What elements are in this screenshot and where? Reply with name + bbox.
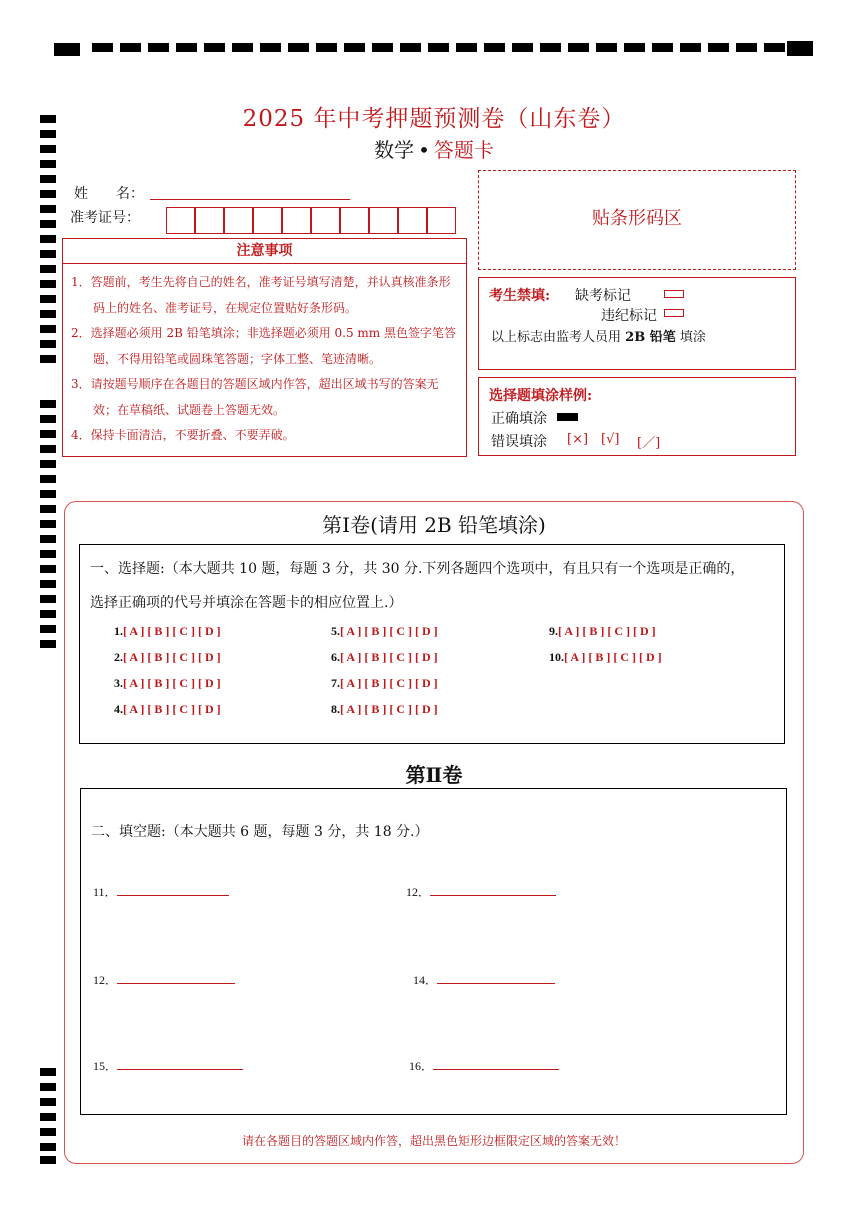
answer-options[interactable]: [ A ] [ B ] [ C ] [ D ]: [123, 624, 221, 638]
exam-id-digit-box[interactable]: [427, 207, 456, 234]
fill-sample-title: 选择题填涂样例:: [489, 388, 593, 404]
question-row[interactable]: [331, 650, 438, 665]
answer-options[interactable]: [ A ] [ B ] [ C ] [ D ]: [340, 676, 438, 690]
question-number: 1.: [114, 624, 123, 638]
absent-mark-box[interactable]: [664, 290, 684, 298]
barcode-area: 贴条形码区: [478, 170, 796, 270]
violation-mark-box[interactable]: [664, 309, 684, 317]
blank-row: [93, 971, 235, 988]
answer-options[interactable]: [ A ] [ B ] [ C ] [ D ]: [558, 624, 656, 638]
exam-id-label: 准考证号：: [70, 210, 140, 226]
violation-mark-label: 违纪标记: [601, 308, 657, 324]
fill-in-box: [80, 788, 787, 1115]
part2-heading: 第Ⅱ卷: [405, 763, 463, 787]
blank-row: [413, 971, 555, 988]
blank-number: 16．: [409, 1059, 434, 1073]
fill-in-instruction: 二、填空题:（本大题共 6 题，每题 3 分，共 18 分.）: [91, 824, 429, 840]
exam-id-digit-box[interactable]: [398, 207, 427, 234]
blank-row: [93, 1057, 243, 1074]
examiner-note-prefix: 以上标志由监考人员用: [491, 330, 622, 345]
exam-id-digit-box[interactable]: [311, 207, 340, 234]
fill-sample-box: [478, 377, 796, 456]
blank-number: 15．: [93, 1059, 118, 1073]
question-number: 3.: [114, 676, 123, 690]
wrong-fill-label: 错误填涂: [491, 434, 547, 450]
question-row[interactable]: [549, 650, 662, 665]
examiner-note: [491, 326, 706, 345]
exam-id-digit-box[interactable]: [340, 207, 369, 234]
examiner-note-bold: 2B 铅笔: [625, 330, 676, 345]
answer-options[interactable]: [ A ] [ B ] [ C ] [ D ]: [340, 650, 438, 664]
answer-blank[interactable]: [437, 971, 555, 984]
answer-options[interactable]: [ A ] [ B ] [ C ] [ D ]: [340, 702, 438, 716]
exam-id-digit-box[interactable]: [224, 207, 253, 234]
exam-subtitle: 数学 • 答题卡: [374, 138, 494, 162]
absent-mark-label: 缺考标记: [575, 288, 631, 304]
blank-row: [93, 883, 229, 900]
question-number: 2.: [114, 650, 123, 664]
notice-item: 3．请按题号顺序在各题目的答题区域内作答，超出区域书写的答案无效；在草稿纸、试题卷上答题无效。: [71, 377, 439, 417]
question-row[interactable]: [331, 676, 438, 691]
notice-item: 1．答题前，考生先将自己的姓名，准考证号填写清楚，并认真核准条形码上的姓名、准考证号，在规定位置贴好条形码。: [71, 275, 451, 315]
answer-options[interactable]: [ A ] [ B ] [ C ] [ D ]: [123, 650, 221, 664]
blank-number: 12．: [93, 973, 118, 987]
question-number: 7.: [331, 676, 340, 690]
exam-id-digit-box[interactable]: [195, 207, 224, 234]
question-number: 6.: [331, 650, 340, 664]
exam-id-digit-box[interactable]: [166, 207, 195, 234]
question-number: 8.: [331, 702, 340, 716]
question-row[interactable]: [114, 676, 221, 691]
answer-blank[interactable]: [430, 883, 556, 896]
notice-list: [62, 263, 467, 457]
question-row[interactable]: [114, 650, 221, 665]
notice-item: 2．选择题必须用 2B 铅笔填涂；非选择题必须用 0.5 mm 黑色签字笔答题，不得用铅笔或圆珠笔答题；字体工整、笔迹清晰。: [71, 326, 457, 366]
answer-blank[interactable]: [117, 1057, 243, 1070]
multiple-choice-box: [79, 544, 785, 744]
mc-instruction-line1: 一、选择题:（本大题共 10 题，每题 3 分，共 30 分.下列各题四个选项中，有且只有一个选项是正确的，: [90, 561, 745, 577]
correct-fill-label: 正确填涂: [491, 411, 547, 427]
blank-number: 14．: [413, 973, 438, 987]
question-number: 9.: [549, 624, 558, 638]
question-row[interactable]: [114, 702, 221, 717]
wrong-mark-slash: [／]: [637, 436, 661, 451]
question-number: 10.: [549, 650, 564, 664]
wrong-mark-x: [×]: [567, 432, 589, 447]
blank-number: 12．: [406, 885, 431, 899]
exam-title: 2025 年中考押题预测卷（山东卷）: [242, 106, 626, 132]
wrong-mark-check: [√]: [601, 432, 620, 447]
question-row[interactable]: [549, 624, 656, 639]
answer-options[interactable]: [ A ] [ B ] [ C ] [ D ]: [123, 702, 221, 716]
notice-heading: 注意事项: [62, 238, 467, 264]
name-label: 姓 名：: [74, 186, 144, 202]
subject-name: 数学: [374, 138, 415, 162]
blank-row: [406, 883, 556, 900]
answer-options[interactable]: [ A ] [ B ] [ C ] [ D ]: [123, 676, 221, 690]
exam-id-digit-box[interactable]: [369, 207, 398, 234]
examiner-note-suffix: 填涂: [679, 330, 706, 345]
answer-blank[interactable]: [433, 1057, 559, 1070]
mc-instruction-line2: 选择正确项的代号并填涂在答题卡的相应位置上.）: [90, 595, 403, 611]
correct-fill-mark: [557, 413, 578, 421]
answer-card-label: 答题卡: [433, 138, 494, 162]
answer-blank[interactable]: [117, 883, 229, 896]
part1-heading: 第Ⅰ卷(请用 2B 铅笔填涂): [322, 513, 546, 537]
question-row[interactable]: [114, 624, 221, 639]
footer-warning: 请在各题目的答题区域内作答，超出黑色矩形边框限定区域的答案无效！: [241, 1134, 626, 1148]
examiner-only-label: 考生禁填:: [489, 288, 551, 304]
exam-id-digit-box[interactable]: [253, 207, 282, 234]
question-number: 4.: [114, 702, 123, 716]
blank-number: 11．: [93, 885, 117, 899]
name-field[interactable]: [150, 199, 350, 200]
answer-options[interactable]: [ A ] [ B ] [ C ] [ D ]: [340, 624, 438, 638]
exam-id-digit-box[interactable]: [282, 207, 311, 234]
question-number: 5.: [331, 624, 340, 638]
answer-blank[interactable]: [117, 971, 235, 984]
examiner-only-box: [478, 277, 796, 370]
answer-options[interactable]: [ A ] [ B ] [ C ] [ D ]: [564, 650, 662, 664]
notice-item: 4．保持卡面清洁，不要折叠、不要弄破。: [71, 428, 295, 442]
question-row[interactable]: [331, 702, 438, 717]
question-row[interactable]: [331, 624, 438, 639]
blank-row: [409, 1057, 559, 1074]
